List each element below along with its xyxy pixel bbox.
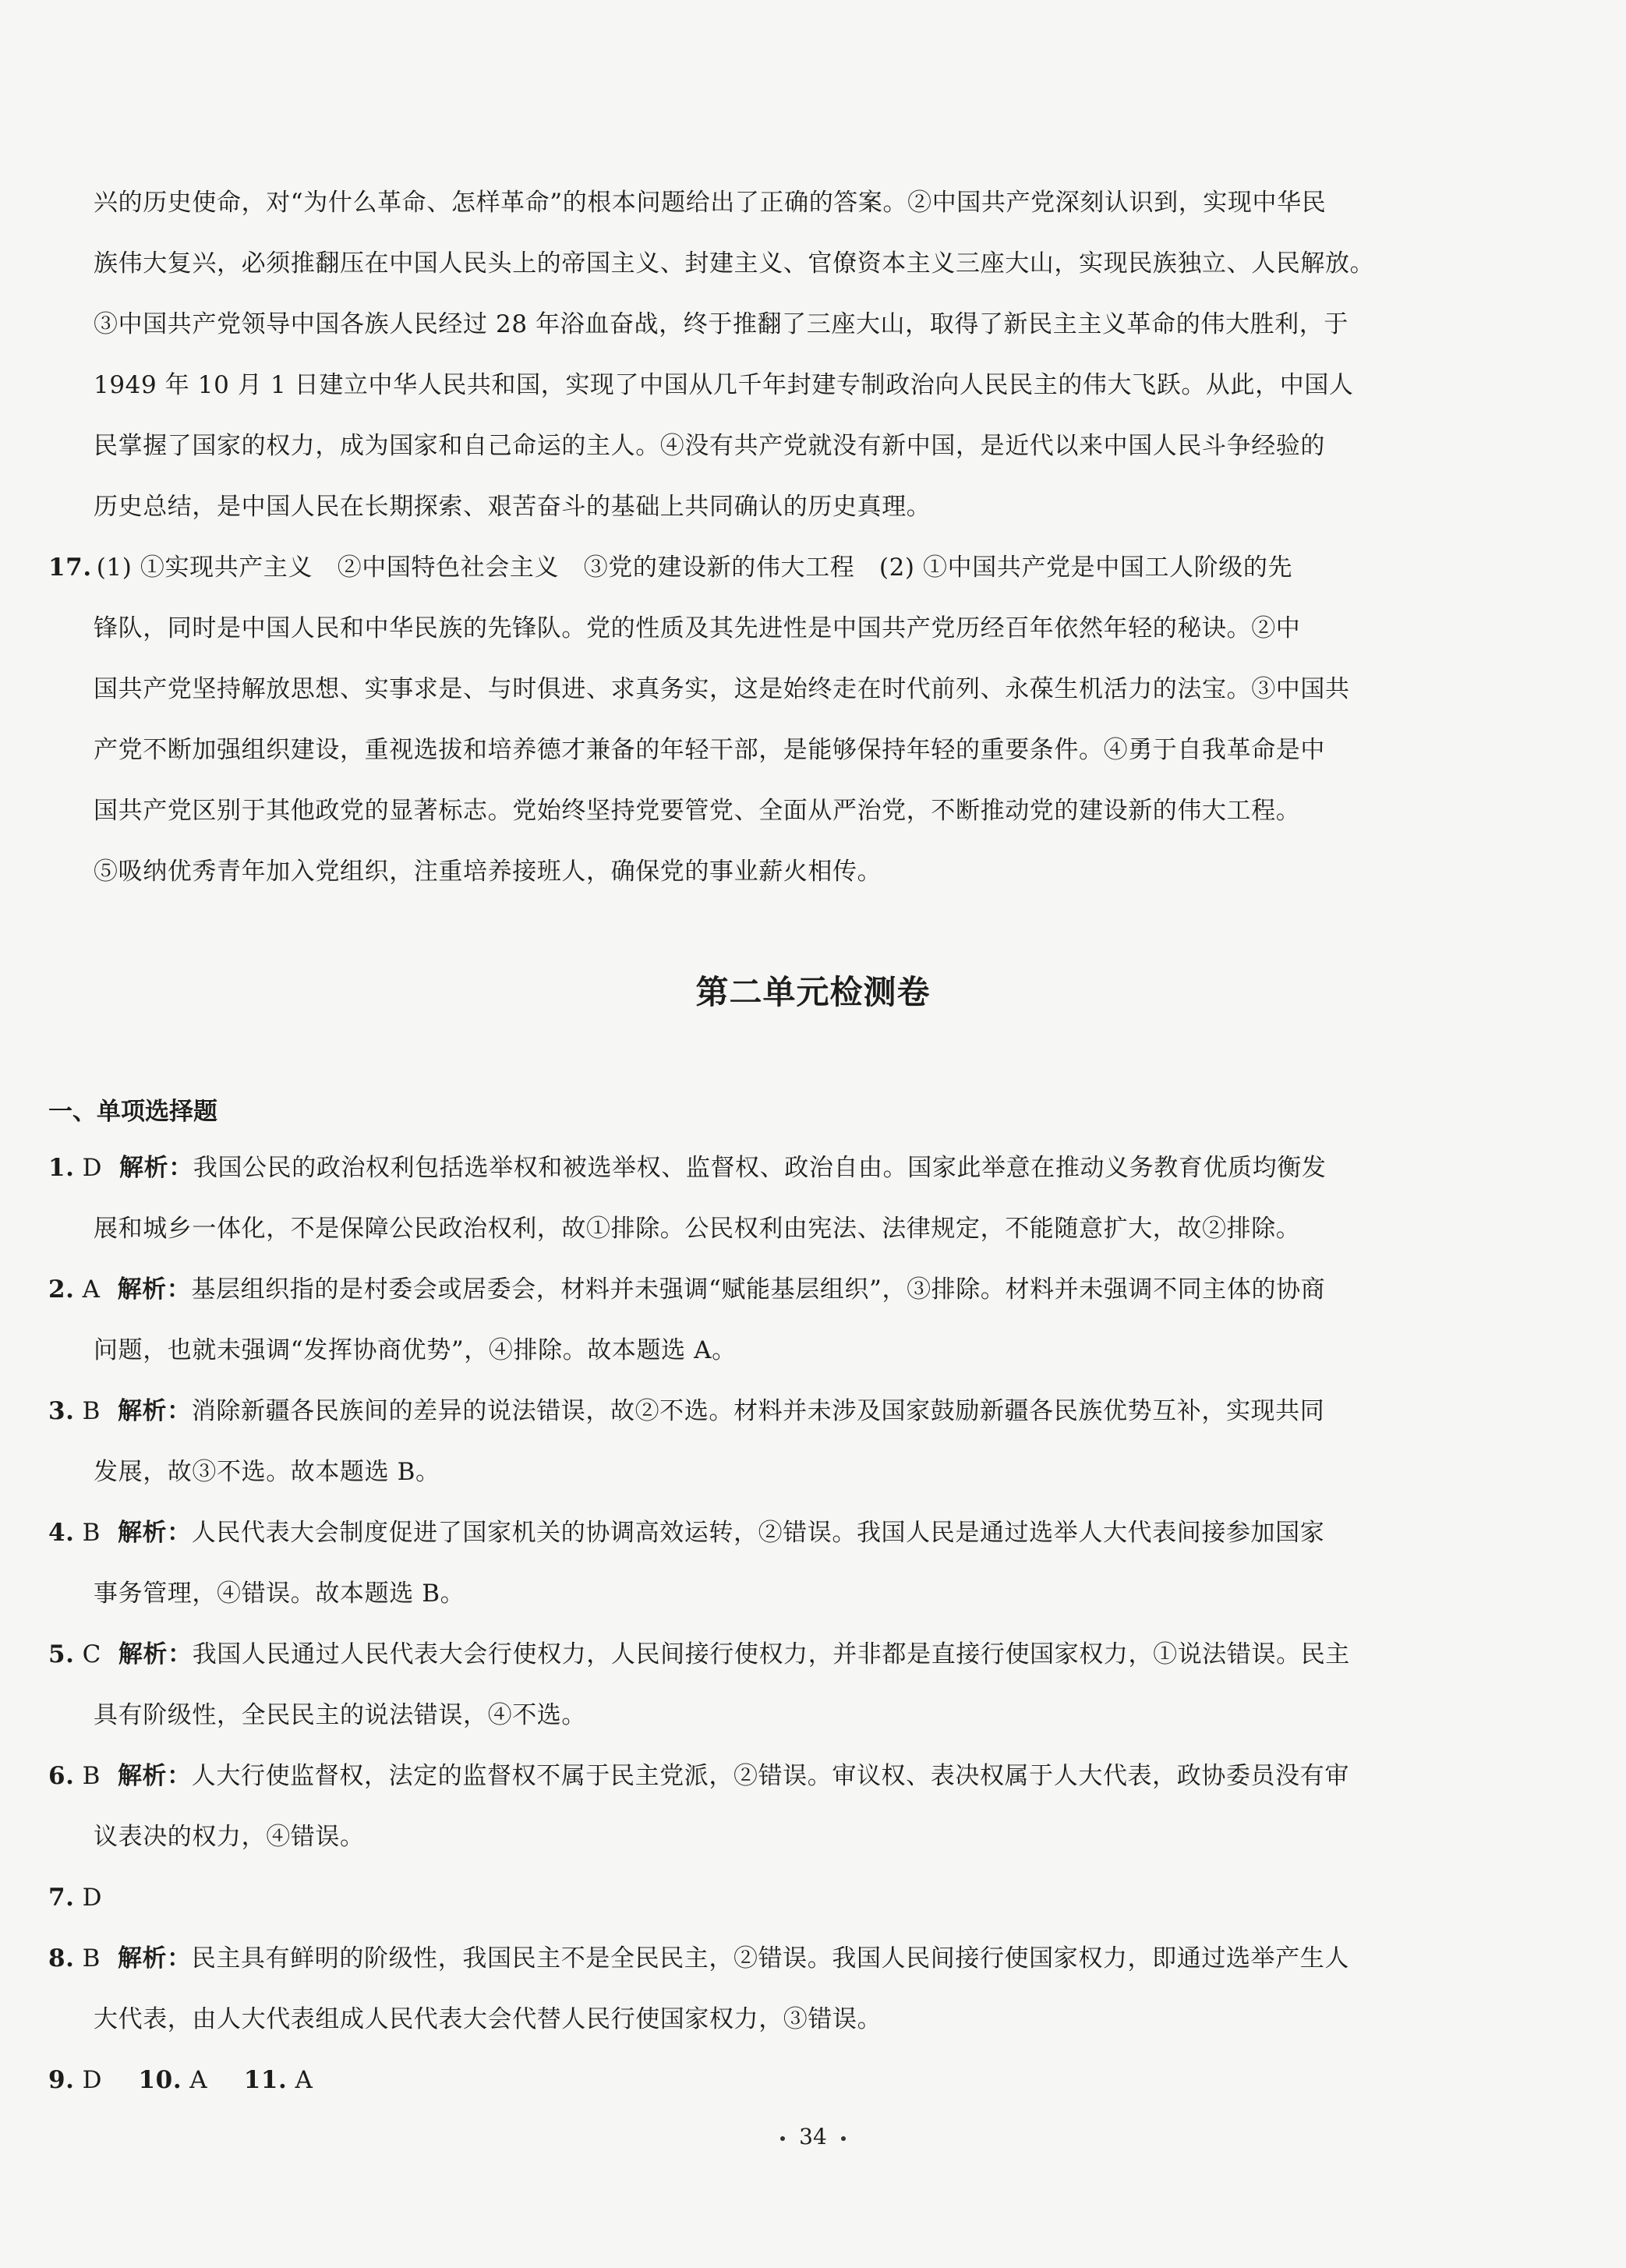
text-line: 展和城乡一体化，不是保障公民政治权利，故①排除。公民权利由宪法、法律规定，不能随意扩大，故②排除。	[94, 1215, 1301, 1243]
text-line: 锋队，同时是中国人民和中华民族的先锋队。党的性质及其先进性是中国共产党历经百年依然年轻的秘诀。②中	[94, 614, 1301, 642]
analysis-text: 人民代表大会制度促进了国家机关的协调高效运转，②错误。我国人民是通过选举人大代表间接参加国家	[191, 1519, 1325, 1547]
analysis-label: 解析：	[119, 1154, 193, 1182]
text-line: ⑤吸纳优秀青年加入党组织，注重培养接班人，确保党的事业薪火相传。	[94, 858, 882, 886]
question-number: 8.	[48, 1944, 75, 1973]
text-line: 问题，也就未强调“发挥协商优势”，④排除。故本题选 A。	[94, 1336, 737, 1364]
text-line: 具有阶级性，全民民主的说法错误，④不选。	[94, 1701, 586, 1729]
text-line: 事务管理，④错误。故本题选 B。	[94, 1580, 465, 1608]
answer-choice: D	[82, 1154, 103, 1182]
answer-line	[48, 1943, 1349, 1974]
question-number: 2.	[48, 1276, 75, 1304]
answer-choice: C	[82, 1640, 101, 1668]
analysis-label: 解析：	[117, 1519, 192, 1547]
analysis-label: 解析：	[117, 1762, 192, 1790]
text-line: ③中国共产党领导中国各族人民经过 28 年浴血奋战，终于推翻了三座大山，取得了新民主主义革命的伟大胜利，于	[94, 310, 1349, 338]
bullet-icon	[780, 2136, 785, 2141]
answer-choice: B	[82, 1519, 101, 1547]
section-title: 一、单项选择题	[48, 1098, 217, 1126]
answer-choice: B	[82, 1762, 101, 1790]
question-number: 17.	[48, 554, 92, 582]
answer-line	[48, 1639, 1350, 1670]
answer-line	[48, 1517, 1324, 1548]
analysis-label: 解析：	[117, 1397, 192, 1425]
answer-line	[48, 1274, 1325, 1305]
answer-choice: D	[82, 1884, 103, 1912]
answer-line	[48, 1396, 1324, 1427]
analysis-label: 解析：	[117, 1944, 192, 1973]
text-line: 民掌握了国家的权力，成为国家和自己命运的主人。④没有共产党就没有新中国，是近代以来中国人民斗争经验的	[94, 432, 1325, 460]
answer-choice: B	[82, 1944, 101, 1973]
analysis-label: 解析：	[118, 1640, 193, 1668]
answer-line	[48, 1152, 1326, 1184]
analysis-text: 人大行使监督权，法定的监督权不属于民主党派，②错误。审议权、表决权属于人大代表，政协委员没有审	[191, 1762, 1349, 1790]
answer-choice: A	[82, 1276, 101, 1304]
answer-text: (1) ①实现共产主义 ②中国特色社会主义 ③党的建设新的伟大工程 (2) ①中国共产党是中国工人阶级的先	[96, 554, 1293, 582]
text-line: 兴的历史使命，对“为什么革命、怎样革命”的根本问题给出了正确的答案。②中国共产党深刻认识到，实现中华民	[94, 189, 1327, 217]
text-line: 产党不断加强组织建设，重视选拔和培养德才兼备的年轻干部，是能够保持年轻的重要条件。④勇于自我革命是中	[94, 736, 1325, 764]
page-number-text: 34	[799, 2124, 827, 2149]
answer-choice: B	[82, 1397, 101, 1425]
question-number: 1.	[48, 1154, 75, 1182]
analysis-text: 民主具有鲜明的阶级性，我国民主不是全民民主，②错误。我国人民间接行使国家权力，即通过选举产生人	[191, 1944, 1349, 1973]
text-line: 国共产党区别于其他政党的显著标志。党始终坚持党要管党、全面从严治党，不断推动党的建设新的伟大工程。	[94, 797, 1301, 825]
answer-choice: A	[295, 2066, 313, 2094]
answer-choice: A	[189, 2066, 208, 2094]
text-line: 议表决的权力，④错误。	[94, 1823, 365, 1851]
question-number: 11.	[243, 2066, 288, 2094]
answer-choice: D	[82, 2066, 103, 2094]
question-number: 9.	[48, 2066, 75, 2094]
analysis-text: 我国人民通过人民代表大会行使权力，人民间接行使权力，并非都是直接行使国家权力，①说法错误。民主	[192, 1640, 1350, 1668]
answer-line	[48, 1882, 102, 1913]
analysis-text: 基层组织指的是村委会或居委会，材料并未强调“赋能基层组织”，③排除。材料并未强调不同主体的协商	[191, 1276, 1326, 1304]
analysis-text: 消除新疆各民族间的差异的说法错误，故②不选。材料并未涉及国家鼓励新疆各民族优势互补，实现共同	[191, 1397, 1325, 1425]
text-line: 发展，故③不选。故本题选 B。	[94, 1458, 440, 1486]
answer-line	[48, 2065, 313, 2096]
analysis-text: 我国公民的政治权利包括选举权和被选举权、监督权、政治自由。国家此举意在推动义务教育优质均衡发	[193, 1154, 1327, 1182]
page-number	[0, 2124, 1626, 2149]
answer-line	[48, 1760, 1349, 1792]
question-number: 10.	[138, 2066, 182, 2094]
question-number: 4.	[48, 1519, 75, 1547]
question-number: 5.	[48, 1640, 75, 1668]
analysis-label: 解析：	[117, 1276, 192, 1304]
text-line: 历史总结，是中国人民在长期探索、艰苦奋斗的基础上共同确认的历史真理。	[94, 493, 931, 521]
question-number: 3.	[48, 1397, 75, 1425]
text-line: 国共产党坚持解放思想、实事求是、与时俱进、求真务实，这是始终走在时代前列、永葆生机活力的法宝。③中国共	[94, 675, 1350, 703]
text-line: 1949 年 10 月 1 日建立中华人民共和国，实现了中国从几千年封建专制政治向人民民主的伟大飞跃。从此，中国人	[94, 371, 1354, 399]
text-line	[48, 552, 1292, 583]
text-line: 大代表，由人大代表组成人民代表大会代替人民行使国家权力，③错误。	[94, 2005, 882, 2033]
text-line: 族伟大复兴，必须推翻压在中国人民头上的帝国主义、封建主义、官僚资本主义三座大山，实现民族独立、人民解放。	[94, 249, 1375, 278]
question-number: 7.	[48, 1884, 75, 1912]
question-number: 6.	[48, 1762, 75, 1790]
unit-title: 第二单元检测卷	[695, 973, 931, 1011]
bullet-icon	[841, 2136, 846, 2141]
